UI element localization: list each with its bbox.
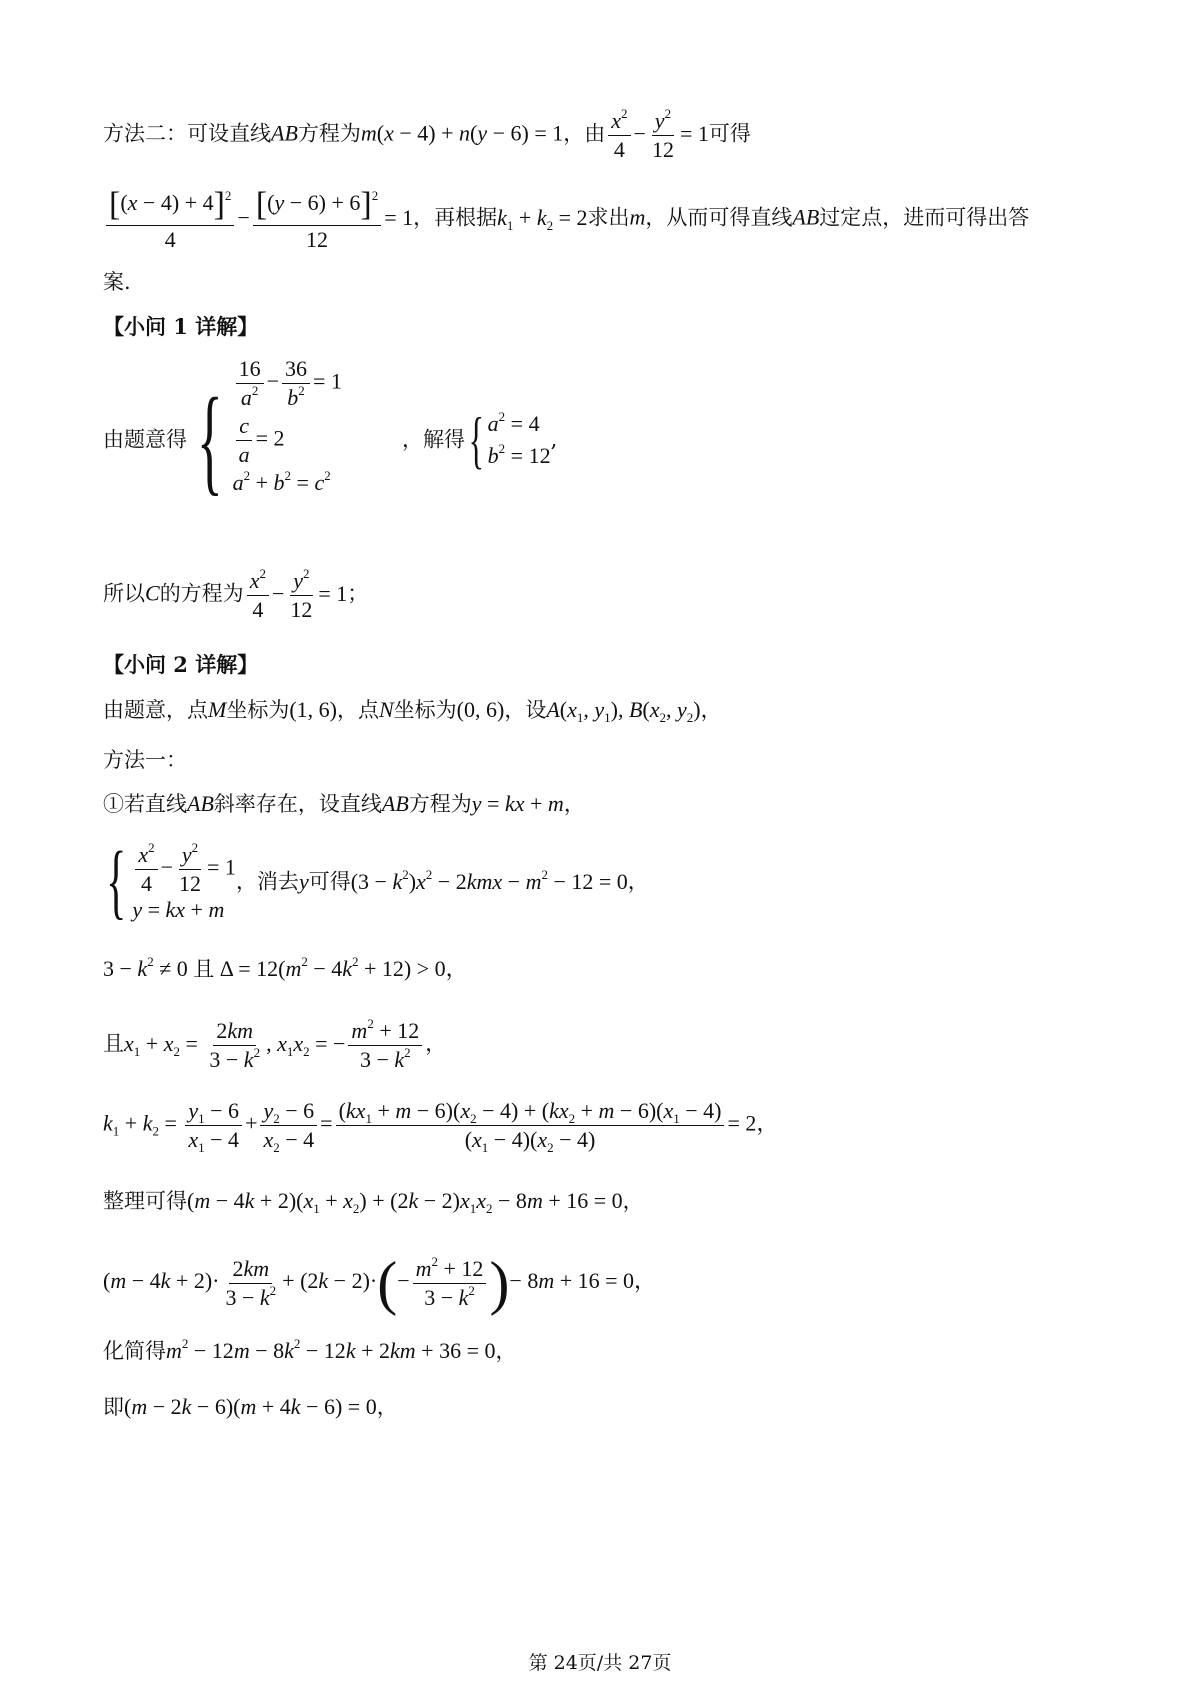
text: 可得 — [308, 869, 351, 894]
brace-icon: { — [106, 835, 127, 928]
method2-line3: 案. — [103, 270, 131, 294]
q1-conclusion: 所以C的方程为 $\frac{x^2}{4}$ − $\frac{y^2}{12}$ = 1； — [103, 566, 369, 622]
text: ，由 — [563, 121, 606, 146]
text: ，再根据 — [413, 205, 498, 230]
text: 即 — [103, 1395, 124, 1419]
text: ，解得 — [401, 427, 465, 452]
q1-header: 【小问 1 详解】 — [103, 314, 259, 339]
text: ，从而可得直线 — [645, 205, 793, 230]
text: 方程为 — [408, 792, 472, 816]
substituted-equation: $\frac{[(x - 4) + 4]^2}{4}$ − $\frac{[(y - 6) + 6]^2}{12}$ = 1 — [103, 205, 413, 230]
line-equation: m(x − 4) + n(y − 6) = 1 — [360, 120, 564, 146]
text: ，设 — [504, 698, 547, 722]
text: 坐标为 — [393, 698, 457, 722]
slope-sum: $k_1 + k_2 = 2$ — [497, 204, 588, 233]
text: 所以 — [103, 581, 145, 606]
q1-system: 由题意得 { $\frac{16}{a^2}$ − $\frac{36}{b^2}$ = 1 $\frac{c}{a}$ = 2 $a^2 + b^2 = c^2$ ，解得 { $a^2 = 4$ $b^2 = 12$ , — [103, 356, 558, 506]
text: 坐标为 — [226, 698, 290, 722]
text: 可得 — [708, 121, 751, 146]
elimination: { $\frac{x^2}{4}$ − $\frac{y^2}{12}$ = 1 y = kx + m ，消去y可得$(3 - k^2)x^2 - 2kmx - m^2 - 12 = 0$， — [106, 835, 649, 928]
discriminant: $3 - k^2 \ne 0$ 且 $\Delta = 12(m^2 - 4k^2 + 12) > 0$， — [103, 954, 468, 981]
hyperbola-equation: $\frac{x^2}{4}$ − $\frac{y^2}{12}$ = 1 — [605, 121, 709, 146]
method2-line1 — [103, 106, 751, 162]
text: 由题意得 — [103, 427, 187, 452]
text: 的方程为 — [159, 581, 244, 606]
math-ab: AB — [792, 204, 820, 230]
case1: ①若直线AB斜率存在，设直线AB方程为y = kx + m， — [103, 791, 585, 816]
text: 由题意，点 — [103, 698, 208, 722]
vieta: 且$x_1 + x_2$ = $\frac{2km}{3 - k^2}$ , $x_1x_2$ = − $\frac{m^2 + 12}{3 - k^2}$ ， — [103, 1016, 447, 1072]
text: 过定点，进而可得出答 — [819, 205, 1030, 230]
brace-icon: { — [196, 373, 223, 506]
text: 化简得 — [103, 1339, 166, 1363]
simplified: 化简得$m^2 - 12m - 8k^2 - 12k + 2km + 36 = 0$， — [103, 1336, 517, 1363]
text: 整理可得 — [103, 1189, 187, 1213]
factored: 即(m − 2k − 6)(m + 4k − 6) = 0， — [103, 1394, 398, 1419]
math-ab: AB — [271, 120, 298, 146]
text: 方程为 — [297, 121, 361, 146]
text: ①若直线 — [103, 792, 187, 816]
slope-sum-expr: $k_1 + k_2$ = $\frac{y_1 - 6}{x_1 - 4}$ + $\frac{y_2 - 6}{x_2 - 4}$ = $\frac{(kx_1 + m - 6)(x_2 - 4) + (kx_2 + m - 6)(x_1 - 4)}{(x_1 - 4)(x_2 - 4)}$ = 2， — [103, 1098, 779, 1155]
substituted: (m − 4k + 2)· $\frac{2km}{3 - k^2}$ + (2k − 2)·(− $\frac{m^2 + 12}{3 - k^2}$ )− 8m + 16 = 0， — [103, 1250, 657, 1316]
text: 且 — [193, 957, 215, 981]
method2-line2: $\frac{[(x - 4) + 4]^2}{4}$ − $\frac{[(y - 6) + 6]^2}{12}$ = 1，再根据$k_1 + k_2 = 2$求出m，从而可得直线AB过定点，进而可得出答 — [103, 188, 1029, 251]
text: 斜率存在，设直线 — [213, 792, 382, 816]
brace-icon: { — [468, 404, 484, 475]
text: 且 — [103, 1031, 124, 1056]
page-footer: 第 24页/共 27页 — [528, 1652, 672, 1674]
rearranged: 整理可得$(m - 4k + 2)(x_1 + x_2) + (2k - 2)x_1x_2 - 8m + 16 = 0$， — [103, 1188, 644, 1216]
text: 求出 — [587, 205, 630, 230]
q2-intro: 由题意，点M坐标为(1, 6)，点N坐标为(0, 6)，设$A(x_1$, $y_1$), $B(x_2$, $y_2$)， — [103, 697, 722, 725]
text: 方法二：可设直线 — [103, 121, 271, 146]
text: ，消去 — [235, 869, 299, 894]
text: ，点 — [336, 698, 379, 722]
q2-header: 【小问 2 详解】 — [103, 652, 259, 677]
method1-label: 方法一： — [103, 748, 187, 772]
